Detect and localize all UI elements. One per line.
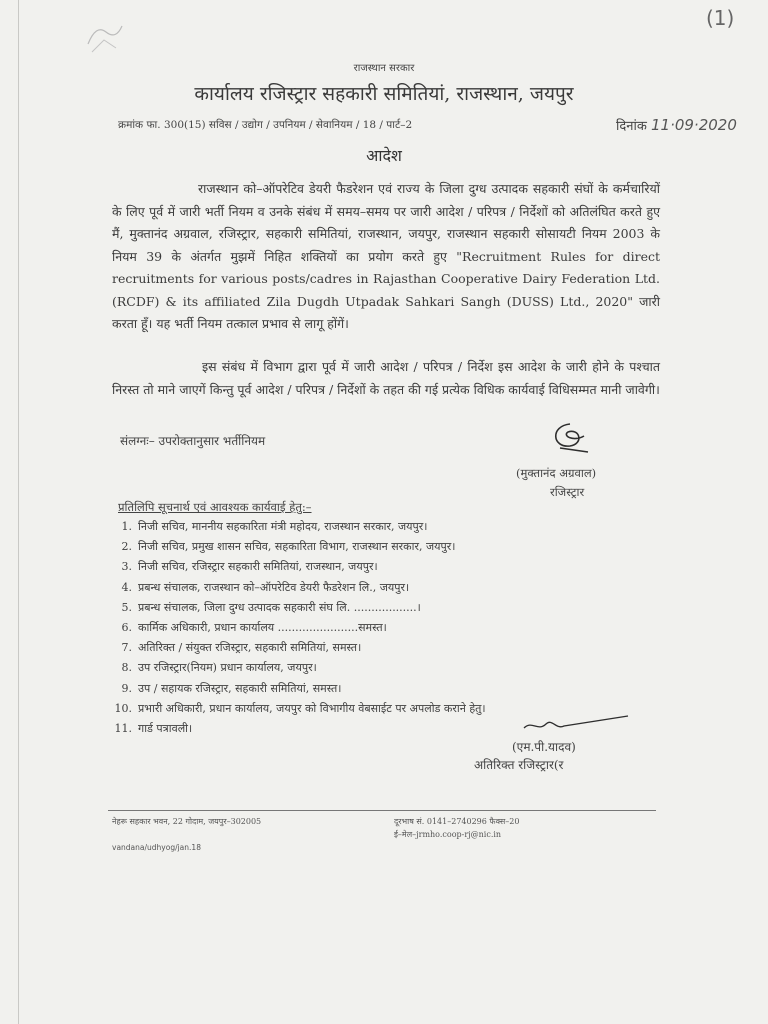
- list-item: 10. प्रभारी अधिकारी, प्रधान कार्यालय, जयपुर को विभागीय वेबसाईट पर अपलोड कराने हेतु।: [114, 701, 486, 715]
- list-item: 9. उप / सहायक रजिस्ट्रार, सहकारी समितियां, समस्त।: [121, 681, 342, 695]
- list-item: 2. निजी सचिव, प्रमुख शासन सचिव, सहकारिता विभाग, राजस्थान सरकार, जयपुर।: [121, 540, 456, 554]
- list-item: 11. गार्ड पत्रावली।: [114, 722, 193, 736]
- registrar-signature: [540, 418, 600, 458]
- footer-email: ई–मेल–jrmho.coop-rj@nic.in: [394, 830, 502, 839]
- registrar-name: (मुक्तानंद अग्रवाल): [516, 466, 597, 480]
- office-title: कार्यालय रजिस्ट्रार सहकारी समितियां, राजस्थान, जयपुर: [194, 83, 574, 105]
- copy-to-list: [110, 517, 670, 739]
- body-paragraph-1: राजस्थान को–ऑपरेटिव डेयरी फैडरेशन एवं राज्य के जिला दुग्ध उत्पादक सहकारी संघों के कर्मचारियों के लिए पूर्व में जारी भर्ती नियम व उनके संबंध में समय–समय पर जारी आदेश / परिपत्र / निर्देशों को अतिलंघित करते हुए मैं, मुक्तानंद अग्रवाल, रजिस्ट्रार, सहकारी समितियां, राजस्थान, जयपुर, राजस्थान सहकारी सोसायटी नियम 2003 के नियम 39 के अंतर्गत मुझमें निहित शक्तियों का प्रयोग करते हुए "Recruitment Rules for direct recruitments for various posts/cadres in Rajasthan Cooperative Dairy Federation Ltd. (RCDF) & its affiliated Zila Dugdh Utpadak Sahkari Sangh (DUSS) Ltd., 2020" जारी करता हूँ। यह भर्ती नियम तत्काल प्रभाव से लागू होंगें।: [112, 181, 660, 331]
- copy-to-heading: प्रतिलिपि सूचनार्थ एवं आवश्यक कार्यवाई हेतु:–: [118, 500, 312, 514]
- body-paragraph-2: इस संबंध में विभाग द्वारा पूर्व में जारी आदेश / परिपत्र / निर्देश इस आदेश के जारी होने के पश्चात निरस्त तो माने जाएगें किन्तु पूर्व आदेश / परिपत्र / निर्देशों के तहत की गई प्रत्येक विधिक कार्यवाई विधिसम्मत मानी जावेगी।: [112, 359, 660, 397]
- order-title: आदेश: [366, 146, 402, 165]
- faded-stamp-mark: [82, 14, 126, 58]
- list-item: 8. उप रजिस्ट्रार(नियम) प्रधान कार्यालय, जयपुर।: [121, 661, 317, 675]
- list-item: 4. प्रबन्ध संचालक, राजस्थान को–ऑपरेटिव डेयरी फैडरेशन लि., जयपुर।: [121, 580, 410, 594]
- additional-registrar-designation: अतिरिक्त रजिस्ट्रार(र: [474, 758, 564, 772]
- additional-registrar-signature: [520, 712, 630, 738]
- footer-divider: [108, 810, 656, 811]
- order-date: [616, 116, 737, 134]
- date-value: 11·09·2020: [650, 116, 737, 134]
- list-item: 6. कार्मिक अधिकारी, प्रधान कार्यालय .......................समस्त।: [121, 621, 387, 635]
- reference-number: क्रमांक फा. 300(15) सविस / उद्योग / उपनियम / सेवानियम / 18 / पार्ट–2: [118, 119, 413, 131]
- list-item: 7. अतिरिक्त / संयुक्त रजिस्ट्रार, सहकारी समितियां, समस्त।: [121, 641, 362, 655]
- footer-address: नेहरू सहकार भवन, 22 गोदाम, जयपुर–302005: [112, 817, 262, 826]
- additional-registrar-name: (एम.पी.यादव): [512, 740, 576, 754]
- list-item: 1. निजी सचिव, माननीय सहकारिता मंत्री महोदय, राजस्थान सरकार, जयपुर।: [121, 520, 428, 533]
- enclosure-note: संलग्नः– उपरोक्तानुसार भर्तीनियम: [120, 434, 266, 448]
- date-label: दिनांक: [616, 119, 647, 134]
- list-item: 3. निजी सचिव, रजिस्ट्रार सहकारी समितियां, राजस्थान, जयपुर।: [121, 560, 378, 574]
- footer-phone: दूरभाष सं. 0141–2740296 फैक्स–20: [394, 817, 520, 826]
- registrar-designation: रजिस्ट्रार: [550, 485, 585, 499]
- file-code: vandana/udhyog/jan.18: [112, 843, 201, 852]
- page-number-mark: (1): [706, 6, 735, 30]
- government-name: राजस्थान सरकार: [353, 63, 415, 74]
- list-item: 5. प्रबन्ध संचालक, जिला दुग्ध उत्पादक सहकारी संघ लि. ..................।: [121, 600, 421, 614]
